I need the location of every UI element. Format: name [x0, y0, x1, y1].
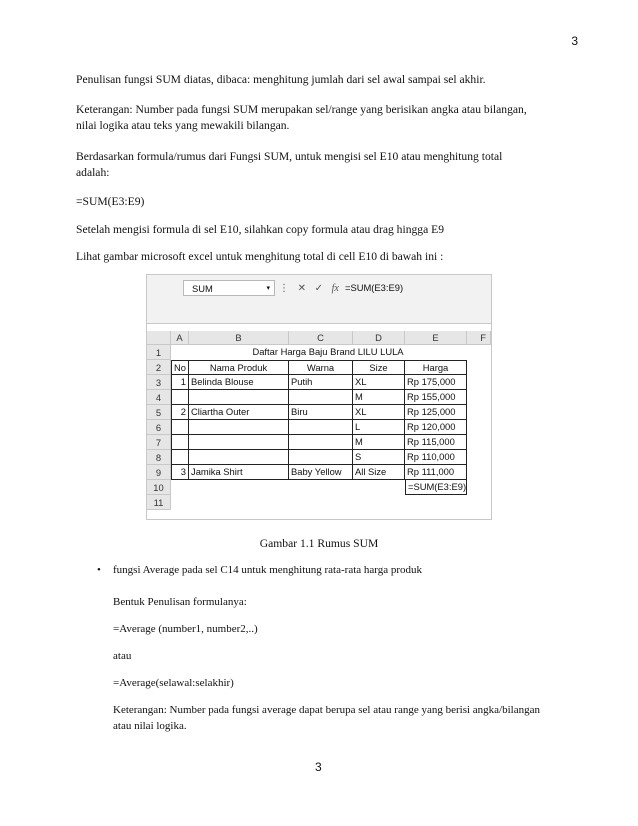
table-cell: 2	[171, 405, 189, 420]
name-box	[183, 280, 275, 296]
bentuk-penulisan: Bentuk Penulisan formulanya:	[113, 596, 247, 608]
grip-icon: ⋮	[279, 283, 289, 294]
table-cell: Rp 115,000	[405, 435, 467, 450]
average-syntax: =Average (number1, number2,..)	[113, 623, 258, 635]
table-cell: 3	[171, 465, 189, 480]
table-cell	[289, 390, 353, 405]
row-header: 2	[147, 360, 171, 375]
table-cell: Cliartha Outer	[189, 405, 289, 420]
col-header-b: B	[189, 331, 289, 345]
table-cell: XL	[353, 375, 405, 390]
formula-bar	[147, 275, 491, 324]
table-cell: XL	[353, 405, 405, 420]
table-cell	[289, 420, 353, 435]
paragraph-lihat-gambar: Lihat gambar microsoft excel untuk menghitung total di cell E10 di bawah ini :	[76, 250, 444, 263]
table-cell: Rp 175,000	[405, 375, 467, 390]
table-title: Daftar Harga Baju Brand LILU LULA	[252, 346, 404, 357]
corner-header	[147, 331, 171, 345]
atau-text: atau	[113, 650, 132, 662]
row-header: 7	[147, 435, 171, 450]
row-header: 11	[147, 495, 171, 510]
paragraph-setelah: Setelah mengisi formula di sel E10, silahkan copy formula atau drag hingga E9	[76, 223, 445, 236]
table-cell	[289, 450, 353, 465]
table-cell: 1	[171, 375, 189, 390]
cancel-icon: ✕	[297, 283, 306, 294]
row-header: 9	[147, 465, 171, 480]
table-cell	[289, 435, 353, 450]
function-icon: fx	[331, 283, 339, 294]
table-cell: Rp 155,000	[405, 390, 467, 405]
row-header: 5	[147, 405, 171, 420]
header-cell-nama: Nama Produk	[189, 360, 289, 375]
table-cell: All Size	[353, 465, 405, 480]
formula-text: =SUM(E3:E9)	[76, 195, 145, 208]
paragraph-berdasarkan-line1: Berdasarkan formula/rumus dari Fungsi SUM, untuk mengisi sel E10 atau menghitung total	[76, 150, 503, 163]
row-header: 1	[147, 345, 171, 360]
row-header: 3	[147, 375, 171, 390]
average-keterangan-line1: Keterangan: Number pada fungsi average dapat berupa sel atau range yang berisi angka/bilangan	[113, 704, 540, 716]
page-number-top: 3	[571, 34, 578, 48]
header-cell-warna: Warna	[289, 360, 353, 375]
table-cell: Belinda Blouse	[189, 375, 289, 390]
table-cell: Rp 120,000	[405, 420, 467, 435]
bullet-icon: •	[97, 564, 101, 576]
table-cell: M	[353, 435, 405, 450]
paragraph-berdasarkan-line2: adalah:	[76, 166, 110, 179]
average-keterangan-line2: atau nilai logika.	[113, 720, 187, 732]
average-range-syntax: =Average(selawal:selakhir)	[113, 677, 234, 689]
row-header: 8	[147, 450, 171, 465]
table-cell: Rp 111,000	[405, 465, 467, 480]
figure-caption: Gambar 1.1 Rumus SUM	[259, 537, 379, 550]
paragraph-keterangan-line1: Keterangan: Number pada fungsi SUM merupakan sel/range yang berisikan angka atau bilangan,	[76, 103, 527, 116]
table-cell	[189, 390, 289, 405]
paragraph-keterangan-line2: nilai logika atau teks yang mewakili bilangan.	[76, 119, 290, 132]
excel-screenshot	[146, 274, 492, 520]
table-cell	[189, 435, 289, 450]
table-cell: M	[353, 390, 405, 405]
table-cell	[171, 420, 189, 435]
col-header-d: D	[353, 331, 405, 345]
bullet-average: fungsi Average pada sel C14 untuk menghitung rata-rata harga produk	[113, 564, 423, 576]
table-cell: Baby Yellow	[289, 465, 353, 480]
table-cell	[189, 450, 289, 465]
header-cell-harga: Harga	[405, 360, 467, 375]
table-cell	[189, 420, 289, 435]
table-cell: S	[353, 450, 405, 465]
table-cell	[171, 435, 189, 450]
table-cell: Putih	[289, 375, 353, 390]
page-number-bottom: 3	[315, 760, 322, 774]
paragraph-sum-reading: Penulisan fungsi SUM diatas, dibaca: menghitung jumlah dari sel awal sampai sel akhir.	[76, 73, 486, 86]
row-header: 10	[147, 480, 171, 495]
header-cell-size: Size	[353, 360, 405, 375]
table-cell: Jamika Shirt	[189, 465, 289, 480]
table-cell	[171, 450, 189, 465]
table-cell: Rp 110,000	[405, 450, 467, 465]
cell-e10-formula: =SUM(E3:E9)	[405, 480, 467, 495]
table-cell	[171, 390, 189, 405]
col-header-a: A	[171, 331, 189, 345]
formula-buttons	[279, 280, 345, 296]
table-cell: Biru	[289, 405, 353, 420]
header-cell-no: No	[171, 360, 189, 375]
col-header-e: E	[405, 331, 467, 345]
table-cell: Rp 125,000	[405, 405, 467, 420]
table-cell: L	[353, 420, 405, 435]
enter-icon: ✓	[314, 283, 323, 294]
chevron-down-icon: ▾	[266, 285, 270, 292]
row-header: 6	[147, 420, 171, 435]
col-header-c: C	[289, 331, 353, 345]
name-box-value: SUM	[192, 283, 213, 294]
formula-value: =SUM(E3:E9)	[345, 282, 404, 293]
row-header: 4	[147, 390, 171, 405]
col-header-f: F	[467, 331, 491, 345]
